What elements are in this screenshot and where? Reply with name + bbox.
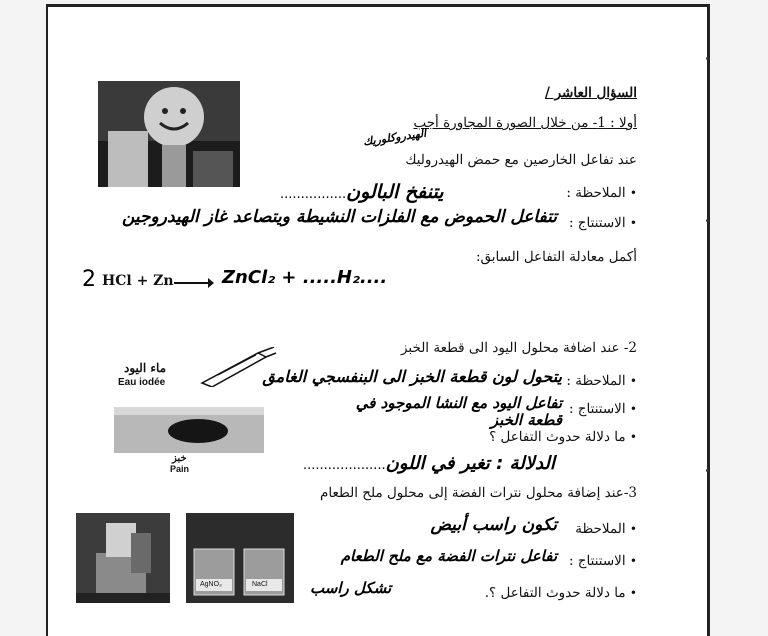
dots: ................ (280, 187, 347, 202)
observation-label: الملاحظة (575, 521, 626, 537)
part2-observation-row (566, 373, 637, 389)
equation-reactants: HCl + Zn (102, 273, 174, 289)
scan-speck (706, 57, 709, 60)
balloon-icon (98, 81, 240, 187)
part1-handwritten-note: الهيدروكلوريك (362, 126, 428, 149)
bullet: • (629, 374, 637, 388)
part2-conclusion-row (569, 401, 637, 417)
part3-observation-answer: تكون راسب أبيض (430, 515, 557, 535)
flask-icon (76, 513, 170, 603)
bread-icon (114, 407, 264, 453)
conclusion-label: الاستنتاج : (568, 553, 626, 569)
part2-observation-answer: يتحول لون قطعة الخبز الى البنفسجي الغامق (262, 367, 562, 386)
evidence-question: ما دلالة حدوث التفاعل ؟ (489, 429, 626, 445)
bullet: • (629, 216, 637, 230)
part3-conclusion-answer: تفاعل نترات الفضة مع ملح الطعام (340, 547, 557, 565)
bullet: • (629, 402, 637, 416)
silver-nitrate-photo-1 (76, 513, 170, 603)
question-title: السؤال العاشر / (544, 85, 637, 101)
conclusion-label: الاستنتاج : (568, 215, 626, 231)
bullet: • (629, 586, 637, 600)
part2-evidence-question (489, 429, 637, 445)
arrow-right-icon (174, 276, 214, 290)
bullet: • (629, 554, 637, 568)
equation-row (82, 267, 388, 297)
silver-nitrate-photo-2 (186, 513, 294, 603)
part1-intro: أولا : 1- من خلال الصورة المجاورة أجب (413, 115, 637, 131)
bread-label-fr: Pain (170, 464, 190, 474)
part2-evidence-answer: ....................الدلالة : تغير في اللون (303, 453, 555, 474)
iodine-illustration (112, 347, 282, 397)
equation-products: ZnCl₂ + .....H₂.... (222, 267, 388, 288)
observation-label: الملاحظة : (566, 373, 626, 389)
part3-evidence-answer: تشكل راسب (310, 579, 392, 597)
bread-photo (114, 407, 264, 453)
part3-evidence-row (485, 585, 637, 601)
scan-speck (706, 469, 709, 472)
part3-observation-row (575, 521, 637, 537)
balloon-photo (98, 81, 240, 187)
equation-prompt: أكمل معادلة التفاعل السابق: (475, 249, 637, 265)
evidence-question: ما دلالة حدوث التفاعل ؟. (484, 585, 626, 601)
part1-observation-answer: ................يتنفخ البالون (280, 181, 444, 203)
dots: .................... (303, 458, 386, 473)
bullet: • (629, 522, 637, 536)
bullet: • (629, 186, 637, 200)
part1-question: عند تفاعل الخارصين مع حمض الهيدروليك (405, 152, 637, 168)
conclusion-label: الاستنتاج : (568, 401, 626, 417)
part1-observation-row (566, 185, 637, 201)
beaker-label-1: AgNO₃ (200, 581, 222, 588)
beakers-icon (186, 513, 294, 603)
bullet: • (629, 430, 637, 444)
part3-conclusion-row (569, 553, 637, 569)
part3-question: 3-عند إضافة محلول نترات الفضة إلى محلول ملح الطعام (320, 485, 637, 501)
part1-conclusion-row (569, 215, 637, 231)
part2-conclusion-answer: تفاعل اليود مع النشا الموجود في قطعة الخبز (355, 394, 562, 429)
observation-label: الملاحظة : (566, 185, 626, 201)
iodine-label-ar: ماء اليود (124, 361, 167, 375)
bread-label-ar: خبز (172, 453, 187, 464)
iodine-label-fr: Eau iodée (118, 377, 166, 388)
worksheet-page (46, 4, 710, 636)
equation-coefficient: 2 (82, 267, 96, 292)
scan-speck (706, 219, 709, 222)
part2-question: 2- عند اضافة محلول اليود الى قطعة الخبز (400, 340, 637, 356)
part1-conclusion-answer: تتفاعل الحموض مع الفلزات النشيطة ويتصاعد غاز الهيدروجين (121, 207, 557, 227)
beaker-label-2: NaCl (252, 581, 268, 588)
